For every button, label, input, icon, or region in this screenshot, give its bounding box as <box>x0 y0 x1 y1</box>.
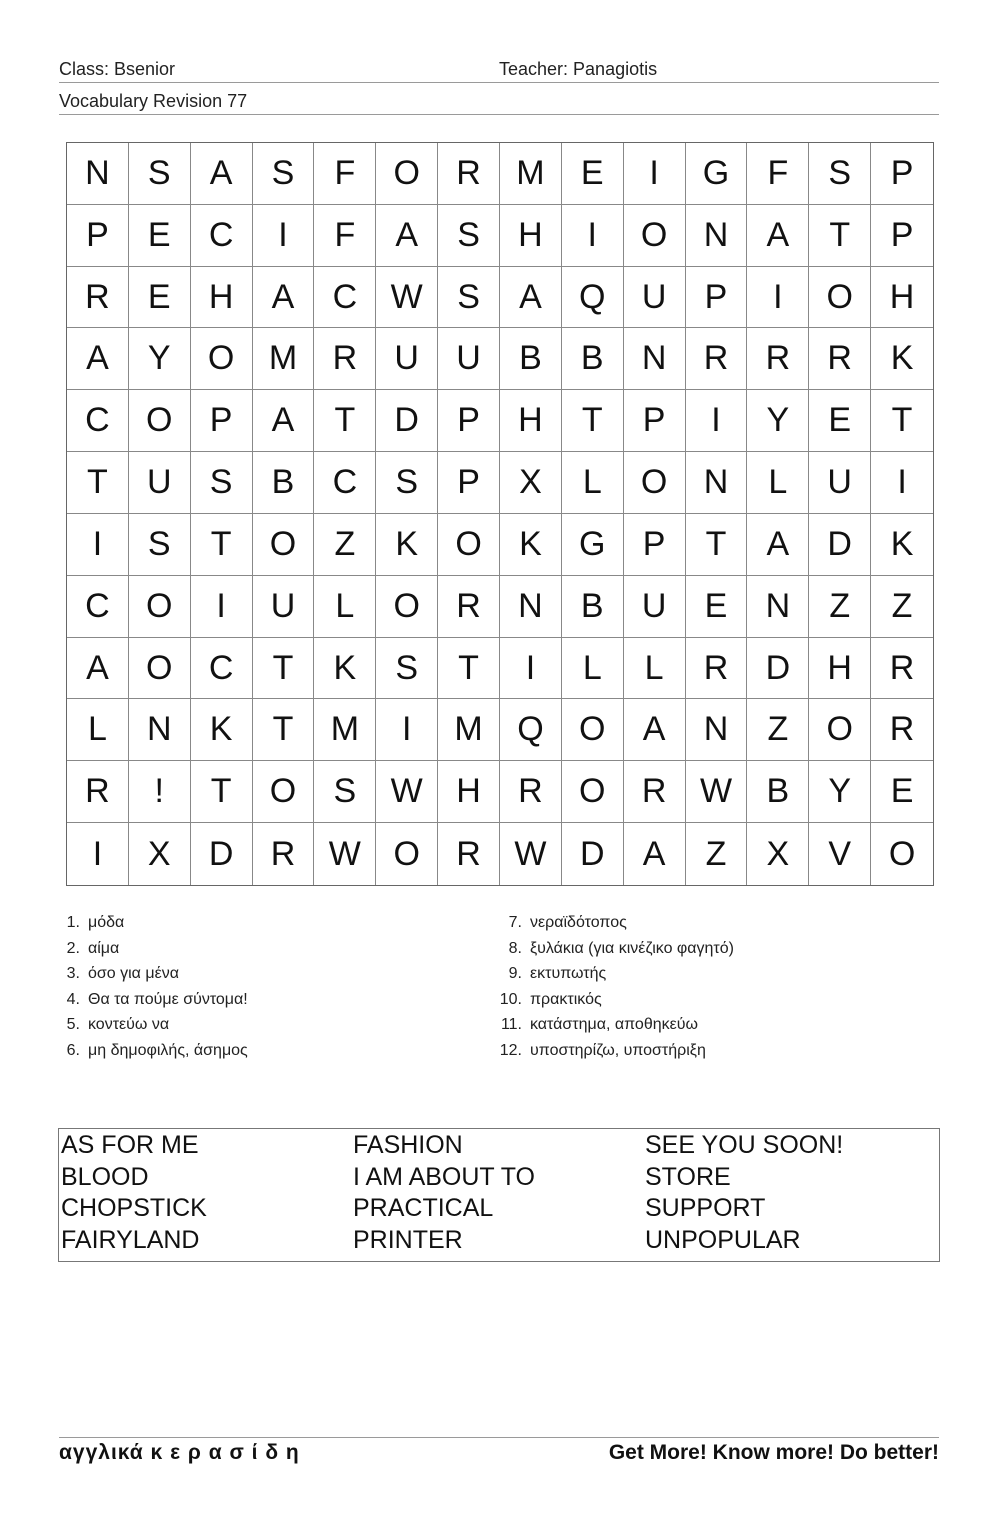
grid-cell[interactable]: D <box>376 390 438 452</box>
clue-item <box>508 965 734 991</box>
grid-cell[interactable]: T <box>253 638 315 700</box>
grid-cell[interactable]: Z <box>747 699 809 761</box>
grid-cell[interactable]: H <box>438 761 500 823</box>
grid-cell[interactable]: P <box>438 452 500 514</box>
grid-cell[interactable]: B <box>500 328 562 390</box>
grid-cell[interactable]: A <box>253 267 315 329</box>
grid-cell[interactable]: A <box>191 143 253 205</box>
grid-cell[interactable]: C <box>314 267 376 329</box>
grid-cell[interactable]: E <box>809 390 871 452</box>
word-bank <box>58 1128 940 1262</box>
grid-cell[interactable]: L <box>624 638 686 700</box>
word-bank-column <box>59 1130 351 1261</box>
clue-number: 1. <box>66 914 80 931</box>
grid-cell[interactable]: O <box>129 638 191 700</box>
grid-cell[interactable]: R <box>438 823 500 885</box>
grid-cell[interactable]: B <box>562 576 624 638</box>
clue-item <box>499 990 734 1017</box>
grid-cell[interactable]: I <box>747 267 809 329</box>
grid-cell[interactable]: A <box>376 205 438 267</box>
grid-cell[interactable]: U <box>253 576 315 638</box>
grid-cell[interactable]: N <box>747 576 809 638</box>
grid-cell[interactable]: ! <box>129 761 191 823</box>
grid-cell[interactable]: S <box>191 452 253 514</box>
grid-cell[interactable]: U <box>129 452 191 514</box>
word-bank-word: CHOPSTICK <box>61 1194 207 1223</box>
grid-cell[interactable]: R <box>809 328 871 390</box>
grid-cell[interactable]: K <box>191 699 253 761</box>
grid-cell[interactable]: Q <box>562 267 624 329</box>
grid-cell[interactable]: P <box>871 205 933 267</box>
grid-cell[interactable]: O <box>253 514 315 576</box>
word-bank-column <box>643 1130 939 1261</box>
grid-cell[interactable]: M <box>253 328 315 390</box>
grid-cell[interactable]: M <box>500 143 562 205</box>
word-bank-word: PRACTICAL <box>353 1194 494 1223</box>
teacher-label: Teacher: Panagiotis <box>499 59 658 79</box>
grid-cell[interactable]: A <box>67 638 129 700</box>
grid-cell[interactable]: K <box>500 514 562 576</box>
grid-cell[interactable]: D <box>809 514 871 576</box>
footer-divider <box>59 1437 939 1438</box>
grid-cell[interactable]: S <box>376 638 438 700</box>
grid-cell[interactable]: H <box>500 390 562 452</box>
clue-list-right <box>499 914 734 1068</box>
clue-number: 5. <box>66 1016 80 1034</box>
grid-cell[interactable]: S <box>314 761 376 823</box>
grid-cell[interactable]: E <box>562 143 624 205</box>
clue-item <box>66 1041 248 1068</box>
clue-item <box>500 1016 734 1042</box>
clue-text: πρακτικός <box>530 990 602 1008</box>
grid-cell[interactable]: T <box>562 390 624 452</box>
clue-text: μη δημοφιλής, άσημος <box>88 1041 248 1059</box>
grid-cell[interactable]: W <box>376 267 438 329</box>
grid-cell[interactable]: E <box>871 761 933 823</box>
grid-cell[interactable]: O <box>888 834 916 873</box>
grid-cell[interactable]: H <box>191 267 253 329</box>
grid-cell[interactable]: K <box>871 514 933 576</box>
grid-cell[interactable]: L <box>562 452 624 514</box>
grid-cell[interactable]: S <box>376 452 438 514</box>
clue-number: 8. <box>508 939 522 957</box>
word-bank-word: STORE <box>645 1162 731 1191</box>
worksheet-title: Vocabulary Revision 77 <box>59 91 248 111</box>
clue-text: ξυλάκια (για κινέζικο φαγητό) <box>530 939 734 957</box>
clue-number: 10. <box>499 990 522 1008</box>
grid-cell[interactable]: P <box>67 205 129 267</box>
grid-cell[interactable]: G <box>562 514 624 576</box>
clue-text: όσο για μένα <box>88 965 179 983</box>
clue-text: κοντεύω να <box>88 1016 170 1034</box>
clue-number: 3. <box>66 965 80 983</box>
grid-cell[interactable]: C <box>67 390 129 452</box>
clue-item <box>508 939 734 966</box>
clue-number: 7. <box>508 914 522 931</box>
grid-cell[interactable]: P <box>871 143 933 205</box>
grid-cell[interactable]: O <box>253 761 315 823</box>
grid-cell[interactable]: R <box>500 761 562 823</box>
grid-cell[interactable]: I <box>67 823 129 885</box>
clue-number: 4. <box>66 990 80 1008</box>
grid-cell[interactable]: L <box>562 638 624 700</box>
word-bank-word: FAIRYLAND <box>61 1225 200 1254</box>
grid-cell[interactable]: O <box>438 514 500 576</box>
grid-cell[interactable]: H <box>871 267 933 329</box>
clue-number: 9. <box>508 965 522 983</box>
grid-cell[interactable]: T <box>438 638 500 700</box>
clue-text: εκτυπωτής <box>530 965 607 983</box>
grid-cell[interactable]: F <box>314 205 376 267</box>
grid-cell[interactable]: N <box>129 699 191 761</box>
grid-cell[interactable]: T <box>686 514 748 576</box>
word-bank-word: BLOOD <box>61 1162 149 1191</box>
grid-cell[interactable]: A <box>624 699 686 761</box>
clue-text: μόδα <box>88 914 125 931</box>
grid-cell[interactable]: Z <box>686 823 748 885</box>
grid-cell[interactable]: S <box>438 205 500 267</box>
word-bank-word: SUPPORT <box>645 1194 766 1223</box>
grid-cell[interactable]: U <box>809 452 871 514</box>
grid-cell[interactable]: R <box>67 761 129 823</box>
grid-cell[interactable]: Z <box>314 514 376 576</box>
clue-item <box>508 914 734 940</box>
grid-cell[interactable]: E <box>129 205 191 267</box>
grid-cell[interactable]: I <box>376 699 438 761</box>
grid-cell[interactable]: I <box>624 143 686 205</box>
grid-cell[interactable]: T <box>67 452 129 514</box>
grid-cell[interactable]: T <box>871 390 933 452</box>
grid-cell[interactable]: I <box>562 205 624 267</box>
grid-cell[interactable]: B <box>562 328 624 390</box>
grid-cell[interactable]: B <box>253 452 315 514</box>
clue-text: υποστηρίζω, υποστήριξη <box>530 1041 706 1059</box>
clue-item <box>66 1016 248 1042</box>
grid-cell[interactable]: Y <box>747 390 809 452</box>
grid-cell[interactable]: O <box>562 699 624 761</box>
grid-cell[interactable]: R <box>686 638 748 700</box>
grid-cell[interactable]: V <box>809 823 871 885</box>
grid-cell[interactable]: U <box>438 328 500 390</box>
clue-number: 11. <box>500 1016 522 1034</box>
grid-cell[interactable]: O <box>624 452 686 514</box>
grid-cell[interactable]: D <box>747 638 809 700</box>
grid-cell[interactable]: X <box>500 452 562 514</box>
clue-text: Θα τα πούμε σύντομα! <box>88 990 248 1008</box>
grid-cell[interactable]: A <box>624 823 686 885</box>
grid-cell[interactable]: R <box>314 328 376 390</box>
grid-cell[interactable]: O <box>809 267 871 329</box>
grid-cell[interactable]: Z <box>871 576 933 638</box>
word-search-grid <box>66 142 934 886</box>
grid-cell[interactable]: P <box>624 390 686 452</box>
grid-cell[interactable]: L <box>314 576 376 638</box>
clue-list-left <box>66 914 248 1068</box>
grid-cell[interactable]: I <box>67 514 129 576</box>
clue-text: νεραϊδότοπος <box>530 914 627 931</box>
grid-cell[interactable]: E <box>129 267 191 329</box>
grid-cell[interactable]: O <box>809 699 871 761</box>
grid-cell[interactable]: U <box>624 267 686 329</box>
grid-cell[interactable]: R <box>438 576 500 638</box>
clue-item <box>66 965 248 991</box>
grid-cell[interactable]: T <box>191 761 253 823</box>
grid-cell[interactable]: O <box>376 823 438 885</box>
grid-cell[interactable]: W <box>500 823 562 885</box>
grid-cell[interactable]: N <box>67 143 129 205</box>
header-row-1 <box>59 57 939 83</box>
footer-brand: αγγλικά κ ε ρ α σ ί δ η <box>59 1441 300 1464</box>
grid-cell[interactable]: K <box>376 514 438 576</box>
grid-cell[interactable]: I <box>686 390 748 452</box>
grid-cell[interactable]: O <box>624 205 686 267</box>
grid-cell[interactable]: A <box>500 267 562 329</box>
clue-item <box>66 990 248 1017</box>
grid-cell[interactable]: L <box>747 452 809 514</box>
grid-cell[interactable]: N <box>624 328 686 390</box>
grid-cell[interactable]: W <box>314 823 376 885</box>
grid-cell[interactable]: P <box>624 514 686 576</box>
clue-item <box>66 914 248 940</box>
grid-cell[interactable]: M <box>438 699 500 761</box>
grid-cell[interactable]: L <box>67 699 129 761</box>
grid-cell[interactable]: I <box>500 638 562 700</box>
grid-cell[interactable]: S <box>129 143 191 205</box>
grid-cell[interactable]: Y <box>809 761 871 823</box>
grid-cell[interactable]: C <box>314 452 376 514</box>
grid-cell[interactable]: A <box>747 514 809 576</box>
grid-cell[interactable]: N <box>500 576 562 638</box>
grid-cell[interactable]: M <box>314 699 376 761</box>
grid-cell[interactable]: C <box>191 205 253 267</box>
clue-item <box>499 1041 734 1068</box>
grid-cell[interactable]: F <box>314 143 376 205</box>
grid-cell[interactable]: E <box>686 576 748 638</box>
grid-cell[interactable]: D <box>191 823 253 885</box>
word-bank-word: UNPOPULAR <box>645 1225 801 1254</box>
grid-cell[interactable]: K <box>314 638 376 700</box>
grid-cell[interactable]: O <box>191 328 253 390</box>
footer-slogan: Get More! Know more! Do better! <box>608 1441 939 1464</box>
word-bank-column <box>351 1130 643 1261</box>
grid-cell[interactable]: R <box>438 143 500 205</box>
grid-cell[interactable]: K <box>871 328 933 390</box>
grid-cell[interactable]: P <box>191 390 253 452</box>
grid-cell[interactable]: O <box>129 576 191 638</box>
grid-cell[interactable]: P <box>686 267 748 329</box>
grid-cell[interactable]: O <box>562 761 624 823</box>
word-bank-word: AS FOR ME <box>61 1131 199 1159</box>
grid-cell[interactable]: N <box>686 699 748 761</box>
header-row-2 <box>59 89 939 115</box>
grid-cell[interactable]: B <box>747 761 809 823</box>
grid-cell[interactable]: F <box>747 143 809 205</box>
grid-cell[interactable]: S <box>253 143 315 205</box>
grid-cell[interactable]: R <box>624 761 686 823</box>
grid-cell[interactable]: C <box>67 576 129 638</box>
grid-cell[interactable]: R <box>253 823 315 885</box>
grid-cell[interactable]: T <box>809 205 871 267</box>
clue-number: 12. <box>499 1041 522 1059</box>
grid-cell[interactable]: I <box>871 452 933 514</box>
grid-cell[interactable]: R <box>747 328 809 390</box>
word-bank-word: FASHION <box>353 1131 463 1159</box>
grid-cell[interactable]: H <box>809 638 871 700</box>
grid-cell[interactable]: D <box>562 823 624 885</box>
grid-cell[interactable]: G <box>686 143 748 205</box>
grid-cell[interactable]: X <box>747 823 809 885</box>
grid-cell[interactable]: R <box>871 638 933 700</box>
grid-cell[interactable]: O <box>376 576 438 638</box>
grid-cell[interactable]: T <box>253 699 315 761</box>
grid-cell[interactable]: U <box>624 576 686 638</box>
grid-cell[interactable]: A <box>253 390 315 452</box>
grid-cell[interactable]: N <box>686 452 748 514</box>
grid-cell[interactable]: S <box>438 267 500 329</box>
grid-cell[interactable]: C <box>191 638 253 700</box>
grid-cell[interactable]: W <box>686 761 748 823</box>
word-bank-word: PRINTER <box>353 1225 463 1254</box>
grid-cell[interactable]: H <box>500 205 562 267</box>
clue-text: αίμα <box>88 939 120 957</box>
grid-cell[interactable]: I <box>253 205 315 267</box>
grid-cell[interactable]: I <box>191 576 253 638</box>
grid-cell[interactable]: R <box>67 267 129 329</box>
grid-cell[interactable]: O <box>129 390 191 452</box>
class-label: Class: Bsenior <box>59 59 176 79</box>
grid-cell[interactable]: T <box>191 514 253 576</box>
grid-cell[interactable]: O <box>376 143 438 205</box>
grid-cell[interactable]: X <box>129 823 191 885</box>
grid-cell[interactable]: S <box>809 143 871 205</box>
grid-cell[interactable]: P <box>438 390 500 452</box>
grid-cell[interactable]: R <box>686 328 748 390</box>
grid-cell[interactable]: S <box>129 514 191 576</box>
clue-item <box>66 939 248 966</box>
grid-cell[interactable]: W <box>376 761 438 823</box>
grid-cell[interactable]: U <box>376 328 438 390</box>
grid-cell[interactable]: T <box>314 390 376 452</box>
clue-number: 6. <box>66 1041 80 1059</box>
grid-cell[interactable]: A <box>67 328 129 390</box>
word-bank-word: SEE YOU SOON! <box>645 1131 844 1159</box>
word-bank-word: I AM ABOUT TO <box>353 1162 536 1191</box>
grid-cell[interactable]: Q <box>500 699 562 761</box>
grid-cell[interactable]: R <box>871 699 933 761</box>
grid-cell[interactable]: Y <box>129 328 191 390</box>
grid-cell[interactable]: A <box>747 205 809 267</box>
grid-cell[interactable]: Z <box>809 576 871 638</box>
clue-text: κατάστημα, αποθηκεύω <box>530 1016 698 1034</box>
clue-number: 2. <box>66 939 80 957</box>
grid-cell[interactable]: N <box>686 205 748 267</box>
